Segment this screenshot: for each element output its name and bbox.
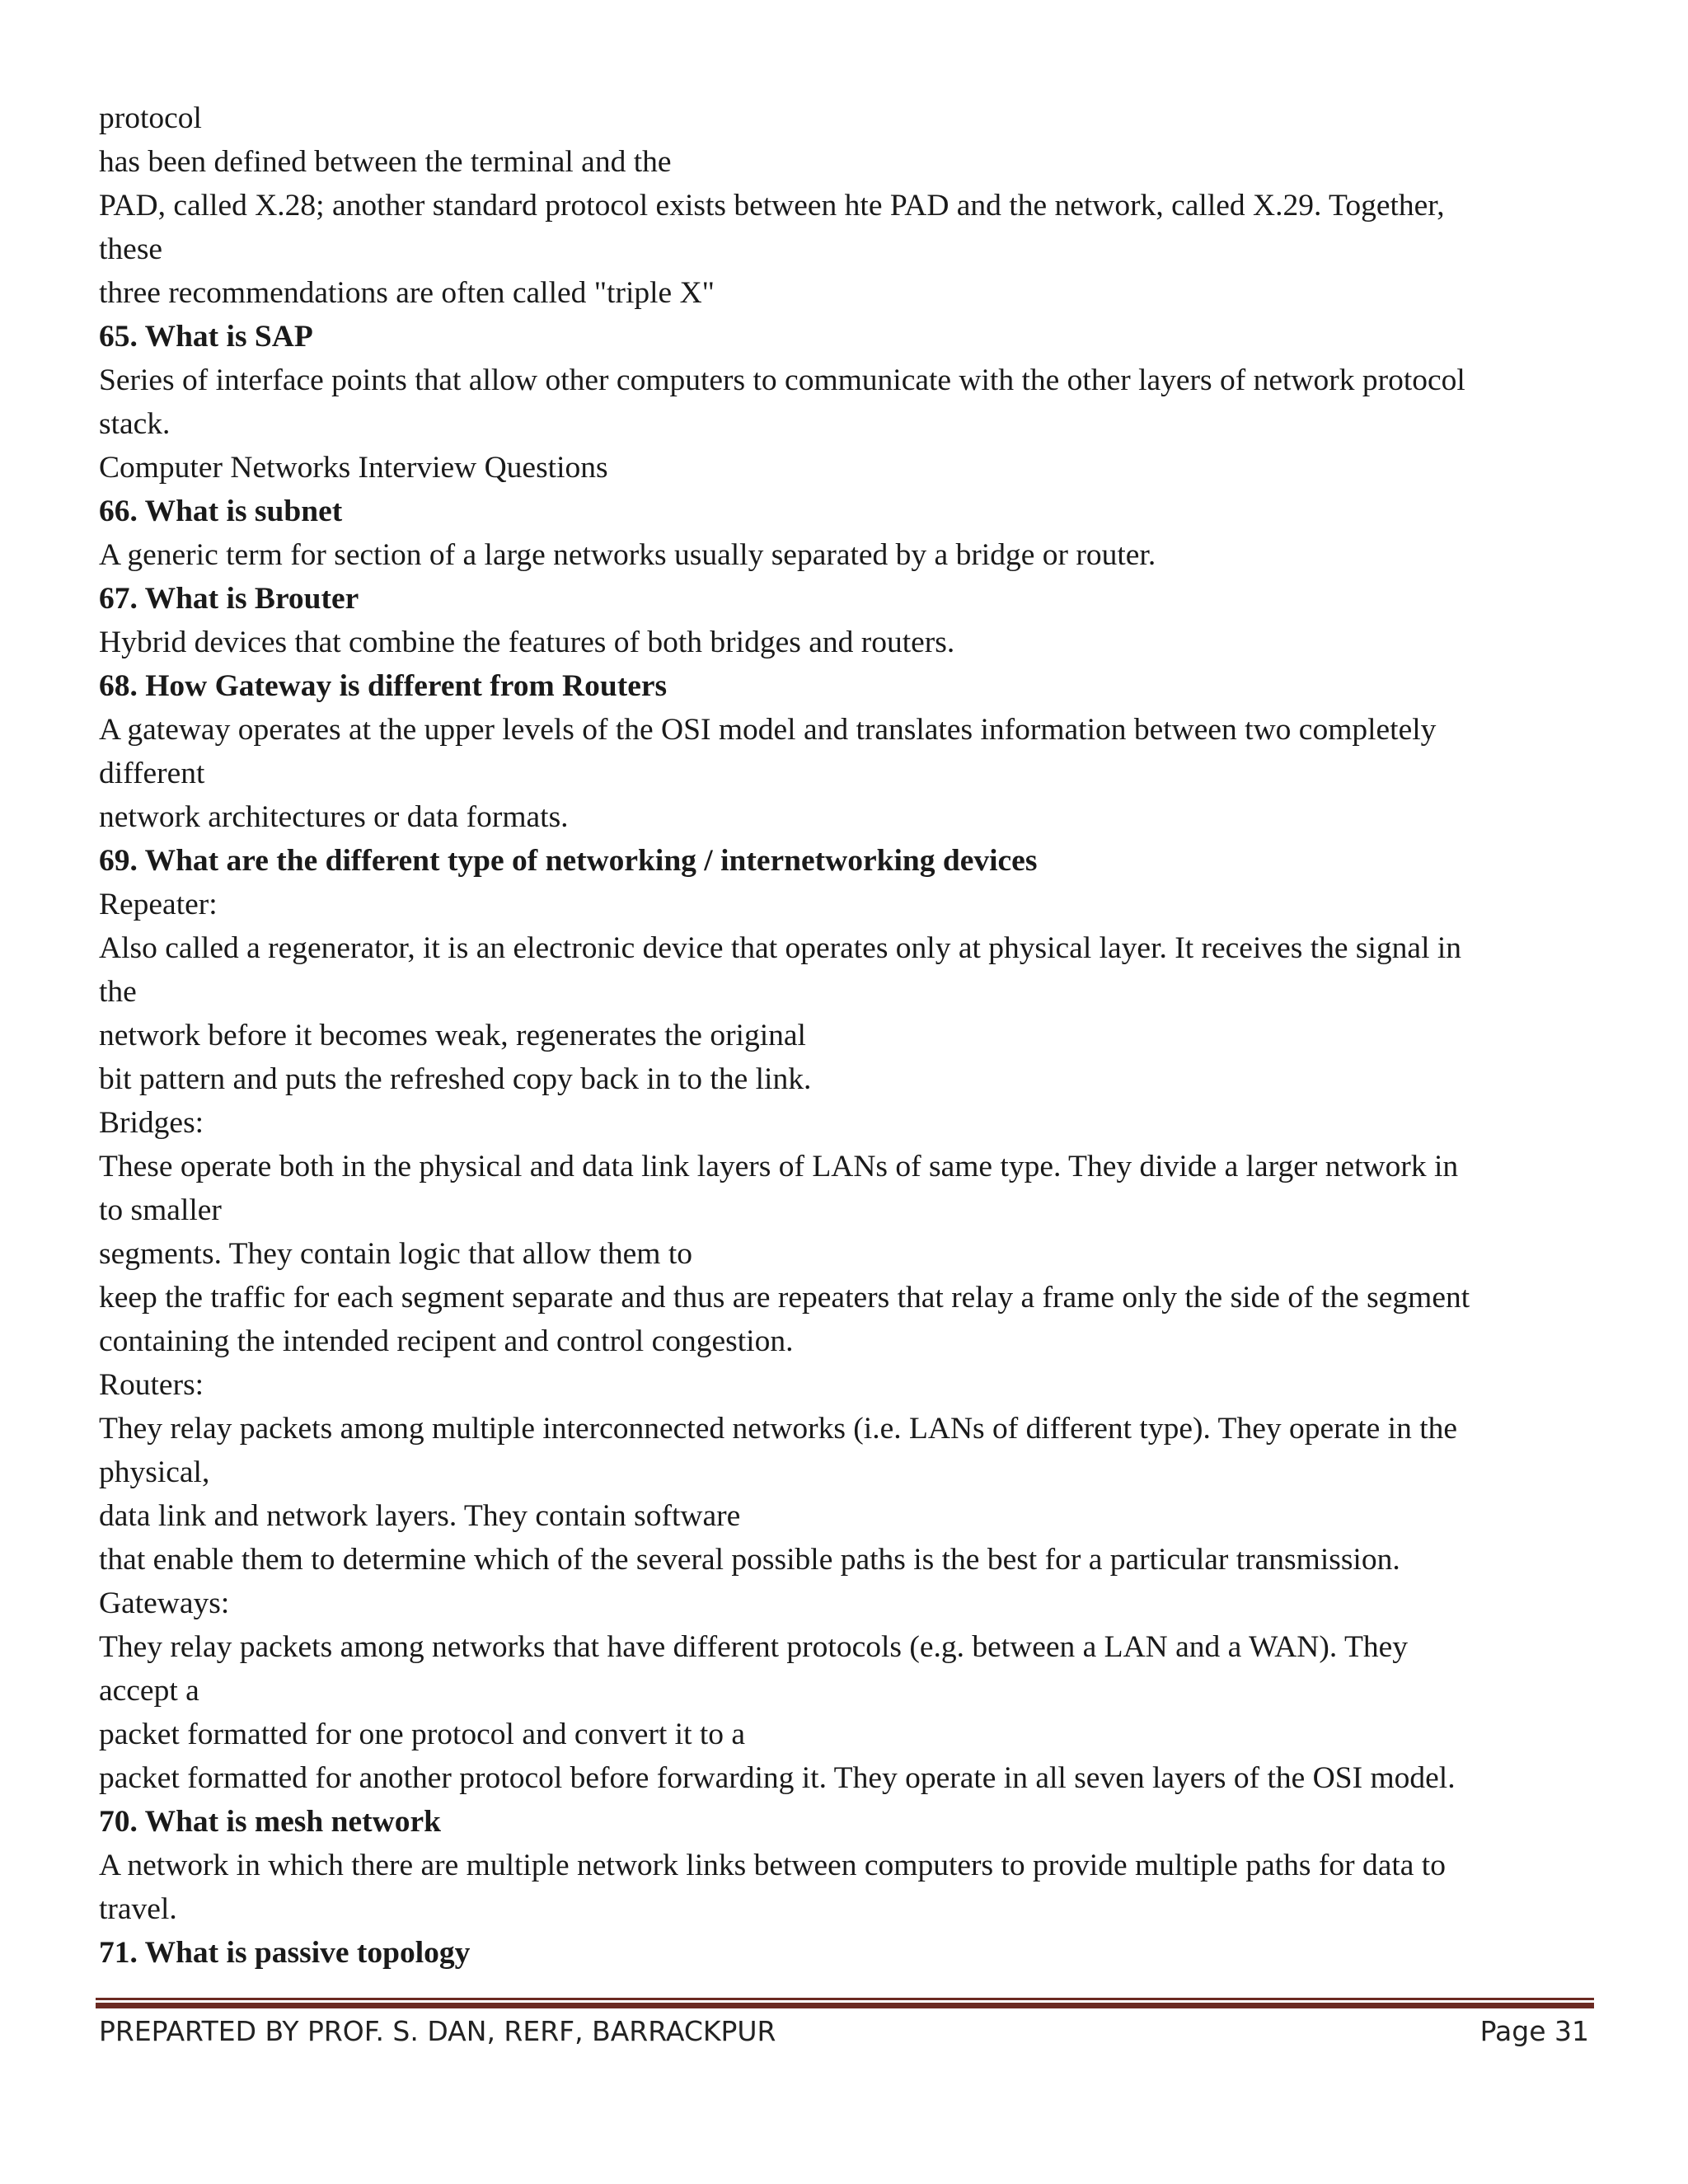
body-text-line: Computer Networks Interview Questions [99, 451, 608, 485]
footer-rule [96, 1998, 1594, 2009]
body-text-line: keep the traffic for each segment separate and thus are repeaters that relay a frame only the side of the segment [99, 1281, 1470, 1315]
body-text-line: physical, [99, 1455, 210, 1489]
footer-rule-thin [96, 1998, 1594, 2000]
body-text-line: Hybrid devices that combine the features of both bridges and routers. [99, 626, 955, 659]
page-footer [99, 2011, 1589, 2052]
body-text-line: containing the intended recipent and control congestion. [99, 1324, 794, 1358]
question-heading: 65. What is SAP [99, 320, 313, 354]
page-number: Page 31 [1479, 2015, 1589, 2047]
body-text-line: bit pattern and puts the refreshed copy back in to the link. [99, 1062, 812, 1096]
body-text-line: Also called a regenerator, it is an electronic device that operates only at physical layer. It receives the signal in [99, 931, 1462, 965]
body-text-line: that enable them to determine which of the several possible paths is the best for a particular transmission. [99, 1543, 1400, 1577]
question-heading: 66. What is subnet [99, 494, 343, 528]
body-text-line: three recommendations are often called "triple X" [99, 276, 715, 310]
body-text-line: Repeater: [99, 888, 218, 921]
body-text-line: has been defined between the terminal and the [99, 145, 672, 179]
body-text-line: different [99, 757, 205, 790]
question-heading: 69. What are the different type of networking / internetworking devices [99, 844, 1038, 878]
body-text-line: A gateway operates at the upper levels of the OSI model and translates information between two completely [99, 713, 1437, 747]
body-text-line: segments. They contain logic that allow them to [99, 1237, 692, 1271]
body-text-line: accept a [99, 1674, 199, 1708]
document-body [99, 96, 1599, 1975]
body-text-line: These operate both in the physical and data link layers of LANs of same type. They divide a larger network in [99, 1150, 1459, 1183]
body-text-line: these [99, 232, 163, 266]
question-heading: 67. What is Brouter [99, 582, 359, 616]
body-text-line: A network in which there are multiple network links between computers to provide multiple paths for data to [99, 1849, 1446, 1882]
body-text-line: stack. [99, 407, 171, 441]
body-text-line: Routers: [99, 1368, 204, 1402]
body-text-line: to smaller [99, 1193, 222, 1227]
body-text-line: They relay packets among networks that have different protocols (e.g. between a LAN and a WAN). They [99, 1630, 1409, 1664]
body-text-line: Bridges: [99, 1106, 204, 1140]
body-text-line: network before it becomes weak, regenerates the original [99, 1019, 806, 1052]
body-text-line: travel. [99, 1892, 177, 1926]
body-text-line: packet formatted for another protocol before forwarding it. They operate in all seven layers of the OSI model. [99, 1761, 1456, 1795]
body-text-line: They relay packets among multiple interconnected networks (i.e. LANs of different type). They operate in the [99, 1412, 1458, 1446]
body-text-line: A generic term for section of a large networks usually separated by a bridge or router. [99, 538, 1156, 572]
question-heading: 71. What is passive topology [99, 1936, 471, 1970]
body-text-line: the [99, 975, 137, 1009]
body-text-line: PAD, called X.28; another standard protocol exists between hte PAD and the network, called X.29. Together, [99, 189, 1445, 223]
body-text-line: data link and network layers. They contain software [99, 1499, 741, 1533]
body-text-line: Gateways: [99, 1586, 230, 1620]
question-heading: 70. What is mesh network [99, 1805, 441, 1839]
body-text-line: Series of interface points that allow other computers to communicate with the other layers of network protocol [99, 363, 1465, 397]
body-text-line: protocol [99, 101, 202, 135]
body-text-line: packet formatted for one protocol and convert it to a [99, 1718, 746, 1751]
question-heading: 68. How Gateway is different from Routers [99, 669, 668, 703]
body-text-line: network architectures or data formats. [99, 800, 569, 834]
footer-rule-thick [96, 2003, 1594, 2008]
footer-author: PREPARTED BY PROF. S. DAN, RERF, BARRACKPUR [99, 2015, 776, 2047]
